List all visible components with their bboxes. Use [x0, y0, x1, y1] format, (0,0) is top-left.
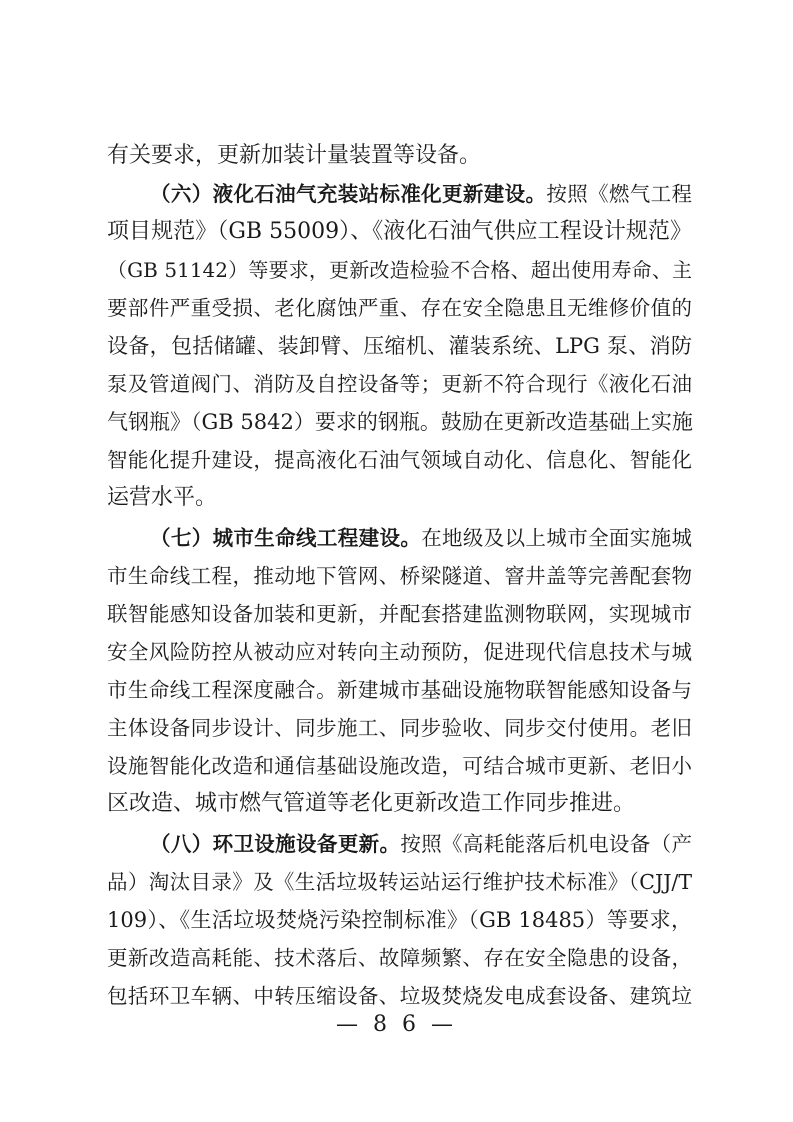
section-7-first-line — [150, 520, 692, 556]
paragraph-line: 主体设备同步设计、同步施工、同步验收、同步交付使用。老旧 — [107, 716, 692, 740]
paragraph-line: 运营水平。 — [107, 485, 218, 510]
paragraph-line: 市生命线工程，推动地下管网、桥梁隧道、窨井盖等完善配套物 — [107, 564, 692, 588]
text: 有关要求，更新加装计量装置等设备。 — [107, 143, 482, 168]
paragraph-line: 包括环卫车辆、中转压缩设备、垃圾焚烧发电成套设备、建筑垃 — [107, 984, 692, 1008]
paragraph-line: 项目规范》（GB 55009）、《液化石油气供应工程设计规范》 — [107, 219, 692, 244]
paragraph-line: 安全风险防控从被动应对转向主动预防，促进现代信息技术与城 — [107, 640, 692, 664]
section-8-first-line — [150, 826, 692, 862]
paragraph-line: 区改造、城市燃气管道等老化更新改造工作同步推进。 — [107, 791, 636, 816]
paragraph-line — [107, 138, 692, 174]
paragraph-line: 109）、《生活垃圾焚烧污染控制标准》（GB 18485）等要求， — [107, 908, 692, 932]
text: 按照《燃气工程 — [546, 182, 693, 206]
paragraph-line: 品）淘汰目录》及《生活垃圾转运站运行维护技术标准》（CJJ/T — [107, 870, 692, 894]
paragraph-line: 联智能感知设备加装和更新，并配套搭建监测物联网，实现城市 — [107, 602, 692, 626]
paragraph-line: （GB 51142）等要求，更新改造检验不合格、超出使用寿命、主 — [107, 258, 692, 282]
section-8-heading: （八）环卫设施设备更新。 — [150, 832, 401, 856]
paragraph-line: 智能化提升建设，提高液化石油气领域自动化、信息化、智能化 — [107, 448, 692, 472]
paragraph-line: 设备，包括储罐、装卸臂、压缩机、灌装系统、LPG 泵、消防 — [107, 334, 692, 358]
paragraph-line: 泵及管道阀门、消防及自控设备等；更新不符合现行《液化石油 — [107, 372, 692, 396]
paragraph-line: 气钢瓶》（GB 5842）要求的钢瓶。鼓励在更新改造基础上实施 — [107, 410, 693, 434]
paragraph-line: 设施智能化改造和通信基础设施改造，可结合城市更新、老旧小 — [107, 754, 692, 778]
section-7-heading: （七）城市生命线工程建设。 — [150, 526, 422, 550]
section-6-heading: （六）液化石油气充装站标准化更新建设。 — [150, 182, 547, 206]
text: 在地级及以上城市全面实施城 — [421, 526, 693, 550]
section-6-first-line — [150, 176, 692, 212]
paragraph-line: 要部件严重受损、老化腐蚀严重、存在安全隐患且无维修价值的 — [107, 296, 692, 320]
paragraph-line: 市生命线工程深度融合。新建城市基础设施物联智能感知设备与 — [107, 678, 692, 702]
paragraph-line: 更新改造高耗能、技术落后、故障频繁、存在安全隐患的设备， — [107, 946, 692, 970]
page-number: — 8 6 — — [336, 1012, 457, 1037]
text: 按照《高耗能落后机电设备（产 — [400, 832, 693, 856]
